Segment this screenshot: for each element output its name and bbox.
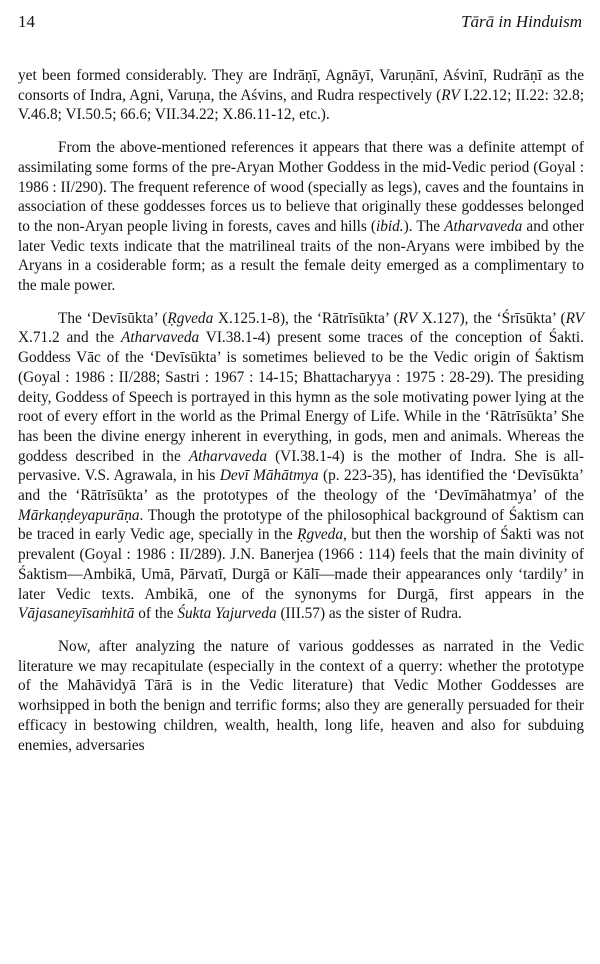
italic-text-run: RV (565, 309, 584, 327)
italic-text-run: Atharvaveda (188, 447, 267, 465)
page-number: 14 (18, 12, 35, 31)
body-text (18, 66, 584, 755)
italic-text-run: RV (441, 86, 460, 104)
italic-text-run: Atharvaveda (444, 217, 523, 235)
text-run: , but then the worship of Śakti was not prevalent (Goyal : 1986 : II/289). J.N. Banerjea (1966 : 114) feels that the main divinity of Śaktism—Ambikā, Umā, Pārvatī, Durgā or Kālī—made their appearances only ‘tardily’ in later Vedic texts. Ambikā, one of the synonyms for Durgā, first appears in the (18, 526, 584, 603)
text-run: and other later Vedic texts indicate that the matrilineal traits of the non-Aryans were imbibed by the Aryans in a cosiderable form; as a result the female deity emerged as a complimentary to the male power. (18, 217, 584, 295)
text-run: of the (134, 605, 178, 623)
text-run: (VI.38.1-4) is the mother of Indra. She is all-pervasive. V.S. Agrawala, in his (18, 447, 584, 485)
italic-text-run: Śukta Yajurveda (177, 605, 277, 623)
italic-text-run: Ṛgveda (167, 309, 214, 327)
page-header (18, 12, 582, 36)
paragraph (18, 309, 584, 624)
italic-text-run: RV (398, 309, 418, 327)
text-run: I.22.12; II.22: 32.8; V.46.8; VI.50.5; 66.6; VII.34.22; X.86.11-12, etc.). (18, 86, 584, 124)
italic-text-run: Atharvaveda (121, 329, 200, 347)
text-run: (III.57) as the sister of Rudra. (276, 605, 462, 623)
text-run: (p. 223-35), has identified the ‘Devīsūkta’ and the ‘Rātrīsūkta’ as the prototypes of the theology of the ‘Devīmāhatmya’ of the (18, 467, 584, 505)
italic-text-run: Devī Māhātmya (219, 467, 319, 485)
paragraph (18, 138, 584, 296)
paragraph (18, 66, 584, 125)
text-run: ). The (403, 217, 445, 235)
italic-text-run: Ṛgveda (297, 526, 343, 544)
paragraph (18, 637, 584, 755)
italic-text-run: Vājasaneyīsaṁhitā (18, 605, 135, 623)
text-run: The ‘Devīsūkta’ ( (58, 309, 168, 327)
text-run: From the above-mentioned references it appears that there was a definite attempt of assimilating some forms of the pre-Aryan Mother Goddess in the mid-Vedic period (Goyal : 1986 : II/290). The frequent reference of wood (specially as legs), caves and the fountains in association of these goddesses forces us to believe that originally these goddesses belonged to the non-Aryan people living in forests, caves and hills ( (18, 139, 584, 235)
text-run: X.127), the ‘Śrīsūkta’ ( (417, 309, 566, 327)
running-head: Tārā in Hinduism (461, 12, 582, 31)
text-run: X.71.2 and the (18, 329, 122, 347)
text-run: X.125.1-8), the ‘Rātrīsūkta’ ( (213, 309, 399, 327)
text-run: yet been formed considerably. They are Indrāṇī, Agnāyī, Varuṇānī, Aśvinī, Rudrāṇī as the consorts of Indra, Agni, Varuṇa, the Aśvins, and Rudra respectively ( (18, 67, 584, 104)
italic-text-run: Mārkaṇḍeyapurāṇa (18, 506, 140, 524)
text-run: . Though the prototype of the philosophical background of Śaktism can be traced in early Vedic age, specially in the (18, 506, 584, 544)
text-run: Now, after analyzing the nature of various goddesses as narrated in the Vedic literature we may recapitulate (especially in the context of a querry: whether the prototype of the Mahāvidyā Tārā is in the Vedic literature) that Vedic Mother Goddesses are worhsipped in both the benign and terrific forms; also they are generally persuaded for their efficacy in bestowing children, wealth, health, long life, heaven and also for subduing enemies, adversaries (18, 637, 584, 754)
italic-text-run: ibid. (375, 217, 404, 235)
text-run: VI.38.1-4) present some traces of the conception of Śakti. Goddess Vāc of the ‘Devīsūkta’ is sometimes believed to be the Vedic origin of Śaktism (Goyal : 1986 : II/288; Sastri : 1967 : 14-15; Bhattacharyya : 1975 : 28-29). The presiding deity, Goddess of Speech is portrayed in this hymn as the sole motivating power lying at the root of every effort in the world as the Primal Energy of Life. While in the ‘Rātrīsūkta’ She has been the divine energy inherent in everything, in gods, men and animals. Whereas the goddess described in the (18, 329, 584, 465)
